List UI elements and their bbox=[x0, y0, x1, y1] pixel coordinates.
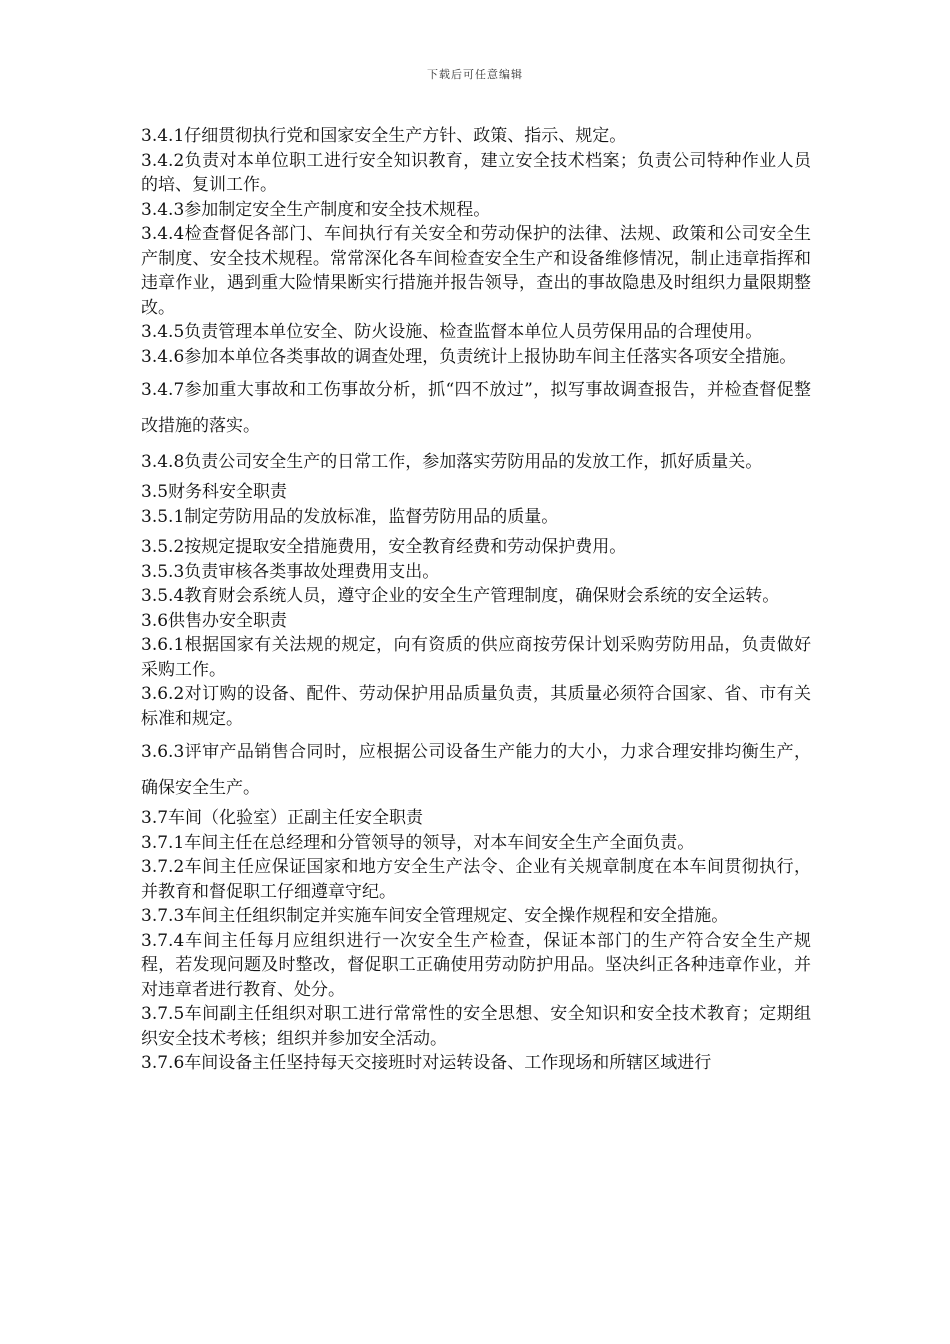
paragraph-3-4-1: 3.4.1仔细贯彻执行党和国家安全生产方针、政策、指示、规定。 bbox=[141, 126, 627, 146]
paragraph-3-6-3: 3.6.3评审产品销售合同时，应根据公司设备生产能力的大小，力求合理安排均衡生产，确保安全生产。 bbox=[141, 742, 811, 798]
paragraph-3-7-6: 3.7.6车间设备主任坚持每天交接班时对运转设备、工作现场和所辖区域进行 bbox=[141, 1053, 712, 1073]
section-heading-3-5: 3.5财务科安全职责 bbox=[141, 482, 288, 502]
paragraph-3-5-4: 3.5.4教育财会系统人员，遵守企业的安全生产管理制度，确保财会系统的安全运转。 bbox=[141, 586, 780, 606]
paragraph-3-4-7: 3.4.7参加重大事故和工伤事故分析，抓“四不放过”，拟写事故调查报告，并检查督促整改措施的落实。 bbox=[141, 380, 811, 436]
document-body bbox=[141, 124, 811, 1076]
paragraph-3-5-2: 3.5.2按规定提取安全措施费用，安全教育经费和劳动保护费用。 bbox=[141, 537, 627, 557]
paragraph-3-4-6: 3.4.6参加本单位各类事故的调查处理，负责统计上报协助车间主任落实各项安全措施。 bbox=[141, 346, 797, 367]
paragraph-3-7-5: 3.7.5车间副主任组织对职工进行常常性的安全思想、安全知识和安全技术教育；定期组织安全技术考核；组织并参加安全活动。 bbox=[141, 1004, 811, 1049]
paragraph-3-5-3: 3.5.3负责审核各类事故处理费用支出。 bbox=[141, 561, 440, 582]
paragraph-3-4-3: 3.4.3参加制定安全生产制度和安全技术规程。 bbox=[141, 199, 491, 220]
section-heading-3-7: 3.7车间（化验室）正副主任安全职责 bbox=[141, 808, 424, 828]
paragraph-3-6-2: 3.6.2对订购的设备、配件、劳动保护用品质量负责，其质量必须符合国家、省、市有关标准和规定。 bbox=[141, 684, 811, 729]
paragraph-3-7-1: 3.7.1车间主任在总经理和分管领导的领导，对本车间安全生产全面负责。 bbox=[141, 832, 695, 853]
paragraph-3-4-4: 3.4.4检查督促各部门、车间执行有关安全和劳动保护的法律、法规、政策和公司安全生产制度、安全技术规程。常常深化各车间检查安全生产和设备维修情况，制止违章指挥和违章作业，遇到重大险情果断实行措施并报告领导，查出的事故隐患及时组织力量限期整改。 bbox=[141, 224, 811, 318]
paragraph-3-6-1: 3.6.1根据国家有关法规的规定，向有资质的供应商按劳保计划采购劳防用品，负责做好采购工作。 bbox=[141, 635, 811, 680]
paragraph-3-4-8: 3.4.8负责公司安全生产的日常工作，参加落实劳防用品的发放工作，抓好质量关。 bbox=[141, 452, 763, 472]
section-heading-3-6: 3.6供售办安全职责 bbox=[141, 610, 288, 631]
paragraph-3-7-2: 3.7.2车间主任应保证国家和地方安全生产法令、企业有关规章制度在本车间贯彻执行，并教育和督促职工仔细遵章守纪。 bbox=[141, 857, 811, 902]
header-note: 下载后可任意编辑 bbox=[427, 68, 523, 81]
paragraph-3-7-3: 3.7.3车间主任组织制定并实施车间安全管理规定、安全操作规程和安全措施。 bbox=[141, 906, 729, 926]
paragraph-3-5-1: 3.5.1制定劳防用品的发放标准，监督劳防用品的质量。 bbox=[141, 506, 559, 527]
paragraph-3-4-2: 3.4.2负责对本单位职工进行安全知识教育，建立安全技术档案；负责公司特种作业人员的培、复训工作。 bbox=[141, 150, 811, 195]
paragraph-3-7-4: 3.7.4车间主任每月应组织进行一次安全生产检查，保证本部门的生产符合安全生产规程，若发现问题及时整改，督促职工正确使用劳动防护用品。坚决纠正各种违章作业，并对违章者进行教育、处分。 bbox=[141, 930, 811, 1000]
paragraph-3-4-5: 3.4.5负责管理本单位安全、防火设施、检查监督本单位人员劳保用品的合理使用。 bbox=[141, 322, 763, 342]
